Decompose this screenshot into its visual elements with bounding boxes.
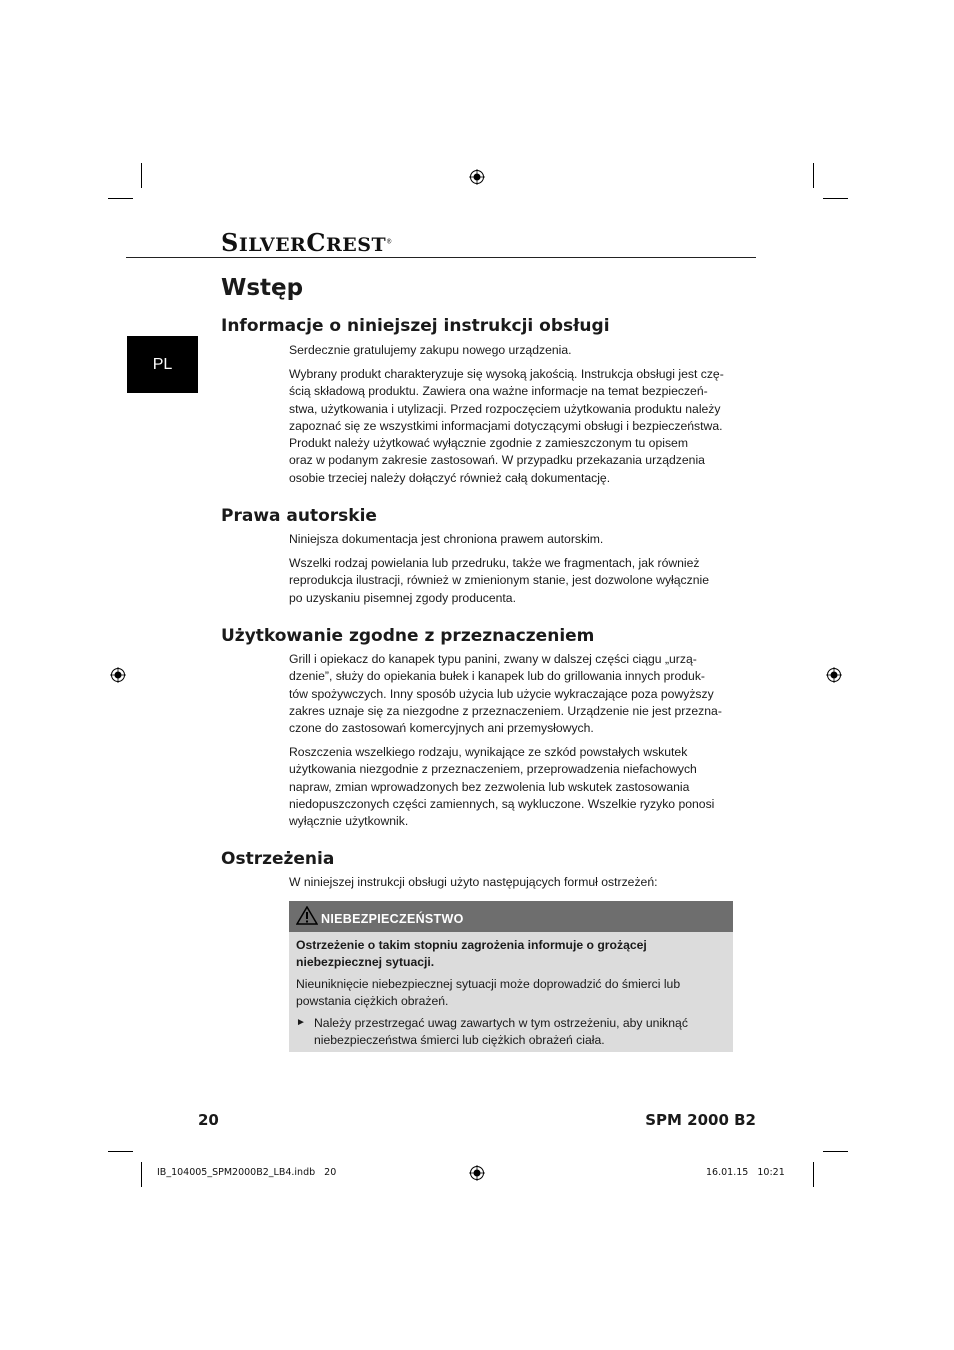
crop-mark bbox=[108, 198, 133, 199]
paragraph: Roszczenia wszelkiego rodzaju, wynikające ze szkód powstałych wskutek użytkowania niezgodnie z przeznaczeniem, przeprowadzenia niefachowych napraw, zmian wprowadzonych bez zezwolenia lub wskutek zastosowania niedopuszczonych części zamiennych, są wykluczone. Wszelkie ryzyko ponosi wyłącznie użytkownik. bbox=[289, 745, 715, 829]
warning-header bbox=[289, 901, 733, 932]
model-number: SPM 2000 B2 bbox=[645, 1111, 756, 1129]
crop-mark bbox=[108, 1151, 133, 1152]
crop-mark bbox=[813, 1162, 814, 1187]
crop-mark bbox=[813, 163, 814, 188]
registration-mark-icon bbox=[826, 667, 842, 683]
crop-mark bbox=[141, 1162, 142, 1187]
section-heading: Prawa autorskie bbox=[221, 506, 377, 526]
language-tab: PL bbox=[127, 336, 198, 393]
registration-mark-icon bbox=[469, 169, 485, 185]
crop-mark bbox=[141, 163, 142, 188]
paragraph: Wszelki rodzaj powielania lub przedruku, także we fragmentach, jak również reprodukcja ilustracji, również w zmienionym stanie, jest dozwolone wyłącznie po uzyskaniu pisemnej zgody producenta. bbox=[289, 556, 709, 605]
paragraph: W niniejszej instrukcji obsługi użyto następujących formuł ostrzeżeń: bbox=[289, 875, 658, 889]
paragraph: Niniejsza dokumentacja jest chroniona prawem autorskim. bbox=[289, 532, 604, 546]
registration-mark-icon bbox=[469, 1165, 485, 1181]
warning-bullet: Należy przestrzegać uwag zawartych w tym ostrzeżeniu, aby uniknąć niebezpieczeństwa śmierci lub ciężkich obrażeń ciała. bbox=[314, 1016, 688, 1048]
warning-box bbox=[289, 901, 733, 1052]
print-slug-date: 16.01.15 10:21 bbox=[706, 1167, 785, 1178]
brand-logo: SILVERCREST® bbox=[221, 228, 393, 257]
crop-mark bbox=[823, 198, 848, 199]
warning-title: NIEBEZPIECZEŃSTWO bbox=[321, 912, 464, 926]
section-heading: Informacje o niniejszej instrukcji obsługi bbox=[221, 316, 610, 336]
registration-mark-icon bbox=[110, 667, 126, 683]
paragraph: Serdecznie gratulujemy zakupu nowego urządzenia. bbox=[289, 343, 572, 357]
warning-text: Nieuniknięcie niebezpiecznej sytuacji może doprowadzić do śmierci lub powstania ciężkich obrażeń. bbox=[296, 977, 681, 1009]
bullet-arrow-icon: ► bbox=[296, 1017, 306, 1028]
section-heading: Użytkowanie zgodne z przeznaczeniem bbox=[221, 626, 595, 646]
crop-mark bbox=[823, 1151, 848, 1152]
warning-bold-text: Ostrzeżenie o takim stopniu zagrożenia informuje o grożącej niebezpiecznej sytuacji. bbox=[296, 938, 647, 970]
paragraph: Grill i opiekacz do kanapek typu panini, zwany w dalszej części ciągu „urzą- dzenie”, służy do opiekania bułek i kanapek lub do grillowania innych produk- tów spożywczych. Inny sposób użycia lub użycie wykraczające poza powyższy zakres uznaje się za niezgodne z przeznaczeniem. Urządzenie nie jest przezna- czone do zastosowań komercyjnych ani przemysłowych. bbox=[289, 652, 722, 736]
section-heading: Ostrzeżenia bbox=[221, 849, 335, 869]
warning-triangle-icon bbox=[296, 906, 318, 925]
paragraph: Wybrany produkt charakteryzuje się wysoką jakością. Instrukcja obsługi jest czę- ścią składową produktu. Zawiera ona ważne informacje na temat bezpieczeń- stwa, użytkowania i utylizacji. Przed rozpoczęciem użytkowania produktu należy zapoznać się ze wszystkimi informacjami dotyczącymi obsługi i bezpieczeństwa. Produkt należy użytkować wyłącznie zgodnie z zamieszczonym tu opisem oraz w podanym zakresie zastosowań. W przypadku przekazania urządzenia osobie trzeciej należy dołączyć również całą dokumentację. bbox=[289, 367, 724, 485]
page-number: 20 bbox=[198, 1111, 219, 1129]
page-title: Wstęp bbox=[221, 275, 304, 301]
print-slug-file: IB_104005_SPM2000B2_LB4.indb 20 bbox=[157, 1167, 337, 1178]
header-rule bbox=[126, 257, 756, 258]
